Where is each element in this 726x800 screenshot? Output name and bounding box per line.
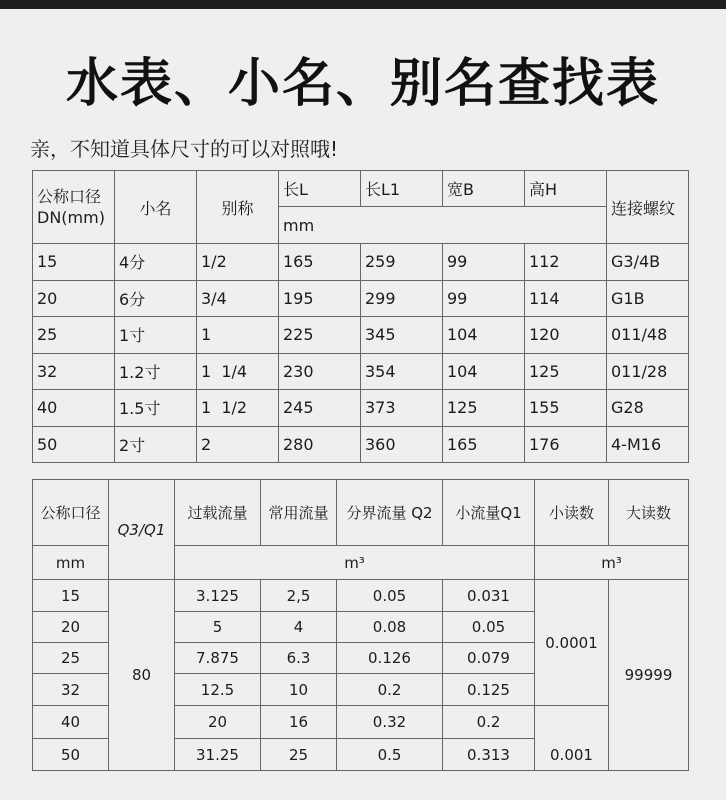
cell-small-flow: 0.2	[443, 706, 535, 739]
cell-small-flow: 0.079	[443, 643, 535, 674]
cell-boundary: 0.08	[337, 612, 443, 643]
cell-thread: G1B	[607, 280, 689, 317]
cell-length-l1: 345	[361, 317, 443, 354]
cell-xiaoming: 6分	[115, 280, 197, 317]
table-row	[33, 280, 689, 317]
cell-xiaoming: 1.5寸	[115, 390, 197, 427]
cell-height-h: 125	[525, 353, 607, 390]
cell-small-flow: 0.313	[443, 739, 535, 771]
cell-small-flow: 0.031	[443, 580, 535, 612]
cell-small-flow: 0.125	[443, 674, 535, 706]
cell-dn: 20	[33, 612, 109, 643]
header-bieming: 别称	[197, 171, 279, 244]
cell-common: 10	[261, 674, 337, 706]
header-common-flow: 常用流量	[261, 480, 337, 546]
table-row	[33, 353, 689, 390]
table-row	[33, 317, 689, 354]
cell-thread: 4-M16	[607, 426, 689, 463]
header-dn: 公称口径 DN(mm)	[33, 171, 115, 244]
cell-dn: 50	[33, 739, 109, 771]
cell-overload: 3.125	[175, 580, 261, 612]
header-thread: 连接螺纹	[607, 171, 689, 244]
cell-thread: 011/28	[607, 353, 689, 390]
page-title: 水表、小名、别名查找表	[65, 54, 660, 114]
cell-dn: 40	[33, 390, 115, 427]
cell-dn: 32	[33, 353, 115, 390]
table-row	[33, 244, 689, 281]
cell-dn: 20	[33, 280, 115, 317]
cell-common: 25	[261, 739, 337, 771]
cell-bieming: 1/2	[197, 244, 279, 281]
max-reading-value: 99999	[609, 580, 689, 771]
header-xiaoming: 小名	[115, 171, 197, 244]
cell-dn: 25	[33, 643, 109, 674]
top-bar	[0, 0, 726, 9]
header-min-reading: 小读数	[535, 480, 609, 546]
cell-dn: 15	[33, 580, 109, 612]
cell-width-b: 125	[443, 390, 525, 427]
cell-bieming: 2	[197, 426, 279, 463]
cell-thread: G3/4B	[607, 244, 689, 281]
cell-height-h: 120	[525, 317, 607, 354]
cell-bieming: 1 1/2	[197, 390, 279, 427]
cell-dn: 25	[33, 317, 115, 354]
cell-overload: 7.875	[175, 643, 261, 674]
cell-dn: 32	[33, 674, 109, 706]
cell-xiaoming: 1.2寸	[115, 353, 197, 390]
cell-height-h: 112	[525, 244, 607, 281]
cell-boundary: 0.2	[337, 674, 443, 706]
cell-bieming: 3/4	[197, 280, 279, 317]
cell-xiaoming: 4分	[115, 244, 197, 281]
unit-mm: mm	[33, 546, 109, 580]
header-small-flow: 小流量Q1	[443, 480, 535, 546]
cell-boundary: 0.32	[337, 706, 443, 739]
header-height-h: 高H	[525, 171, 607, 207]
unit-flow: m³	[175, 546, 535, 580]
cell-height-h: 114	[525, 280, 607, 317]
cell-xiaoming: 1寸	[115, 317, 197, 354]
min-reading-b: 0.001	[535, 706, 609, 771]
header-q3q1: Q3/Q1	[109, 480, 175, 580]
header-dn: 公称口径	[33, 480, 109, 546]
header-boundary-flow: 分界流量 Q2	[337, 480, 443, 546]
cell-length-l1: 354	[361, 353, 443, 390]
cell-dn: 15	[33, 244, 115, 281]
cell-dn: 40	[33, 706, 109, 739]
cell-length-l1: 373	[361, 390, 443, 427]
table-row	[33, 390, 689, 427]
min-reading-a: 0.0001	[535, 580, 609, 706]
cell-overload: 12.5	[175, 674, 261, 706]
size-table-body	[33, 244, 689, 463]
cell-overload: 20	[175, 706, 261, 739]
cell-width-b: 99	[443, 280, 525, 317]
cell-length-l: 280	[279, 426, 361, 463]
header-width-b: 宽B	[443, 171, 525, 207]
cell-length-l1: 259	[361, 244, 443, 281]
header-length-l1: 长L1	[361, 171, 443, 207]
cell-bieming: 1	[197, 317, 279, 354]
header-overload-flow: 过载流量	[175, 480, 261, 546]
cell-common: 2,5	[261, 580, 337, 612]
cell-length-l: 195	[279, 280, 361, 317]
cell-overload: 31.25	[175, 739, 261, 771]
cell-width-b: 104	[443, 317, 525, 354]
header-unit-mm: mm	[279, 207, 607, 244]
header-max-reading: 大读数	[609, 480, 689, 546]
cell-length-l: 245	[279, 390, 361, 427]
cell-xiaoming: 2寸	[115, 426, 197, 463]
cell-width-b: 99	[443, 244, 525, 281]
cell-thread: G28	[607, 390, 689, 427]
header-length-l: 长L	[279, 171, 361, 207]
cell-boundary: 0.5	[337, 739, 443, 771]
cell-dn: 50	[33, 426, 115, 463]
cell-length-l: 230	[279, 353, 361, 390]
cell-small-flow: 0.05	[443, 612, 535, 643]
q3q1-value: 80	[109, 580, 175, 771]
cell-length-l1: 299	[361, 280, 443, 317]
cell-common: 4	[261, 612, 337, 643]
cell-length-l: 225	[279, 317, 361, 354]
size-table	[32, 170, 689, 463]
cell-overload: 5	[175, 612, 261, 643]
cell-common: 16	[261, 706, 337, 739]
cell-length-l: 165	[279, 244, 361, 281]
cell-length-l1: 360	[361, 426, 443, 463]
cell-boundary: 0.126	[337, 643, 443, 674]
page-subtitle: 亲，不知道具体尺寸的可以对照哦!	[30, 137, 339, 161]
unit-reading: m³	[535, 546, 689, 580]
cell-height-h: 176	[525, 426, 607, 463]
cell-height-h: 155	[525, 390, 607, 427]
cell-thread: 011/48	[607, 317, 689, 354]
flow-table	[32, 479, 689, 771]
cell-boundary: 0.05	[337, 580, 443, 612]
cell-width-b: 165	[443, 426, 525, 463]
cell-width-b: 104	[443, 353, 525, 390]
cell-common: 6.3	[261, 643, 337, 674]
table-row	[33, 426, 689, 463]
cell-bieming: 1 1/4	[197, 353, 279, 390]
